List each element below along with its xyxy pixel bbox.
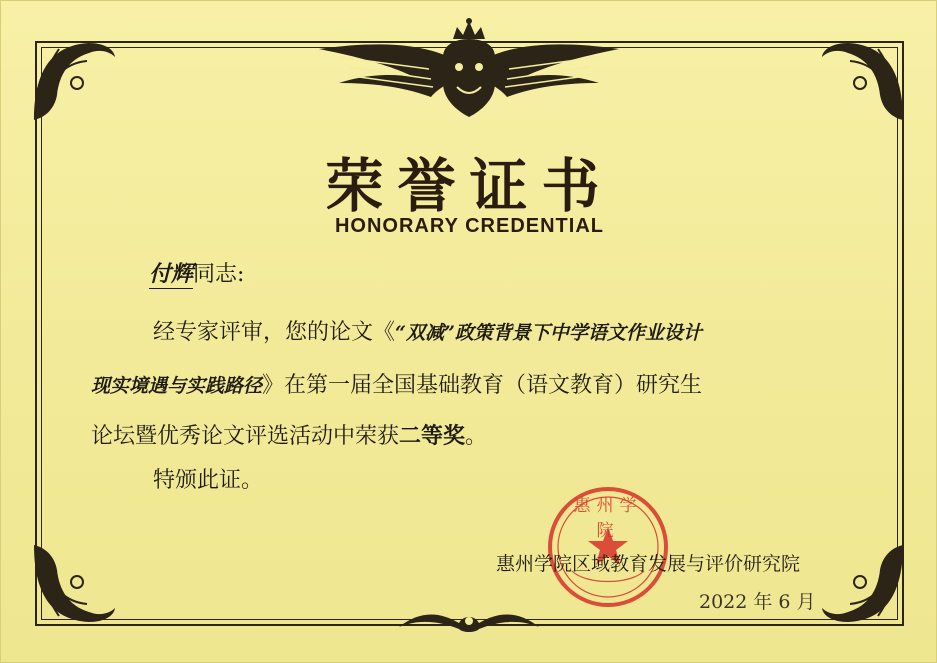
award-level: 二等奖 <box>399 423 466 449</box>
certificate-title: 荣誉证书 <box>325 152 614 220</box>
winged-eagle-emblem-icon <box>319 17 619 127</box>
closing-line: 特颁此证。 <box>153 468 264 493</box>
issuing-organization: 惠州学院区域教育发展与评价研究院 <box>496 553 801 575</box>
body-line-3 <box>91 368 851 399</box>
recipient-name: 付辉 <box>149 261 194 287</box>
body-line-4 <box>91 419 851 450</box>
bottom-ornament-icon <box>399 607 539 635</box>
corner-ornament-bottom-left <box>29 540 119 630</box>
line4-prefix: 论坛暨优秀论文评选活动中荣获 <box>91 424 400 449</box>
line2-prefix: 经专家评审，您的论文《 <box>153 320 396 345</box>
certificate-title-english: HONORARY CREDENTIAL <box>334 215 604 237</box>
paper-title-part1: “双减”政策背景下中学语文作业设计 <box>395 322 702 344</box>
salutation-line <box>149 257 909 288</box>
corner-ornament-top-left <box>29 35 119 125</box>
issue-date: 2022 年 6 月 <box>699 591 816 613</box>
body-line-2 <box>153 315 913 346</box>
line4-suffix: 。 <box>465 424 488 449</box>
salutation-suffix: 同志: <box>193 262 245 287</box>
seal-lettering: 惠州学院 <box>573 496 643 541</box>
line3-suffix: 》在第一届全国基础教育（语文教育）研究生 <box>262 373 703 398</box>
corner-ornament-top-right <box>818 35 908 125</box>
paper-title-part2: 现实境遇与实践路径 <box>91 375 263 397</box>
